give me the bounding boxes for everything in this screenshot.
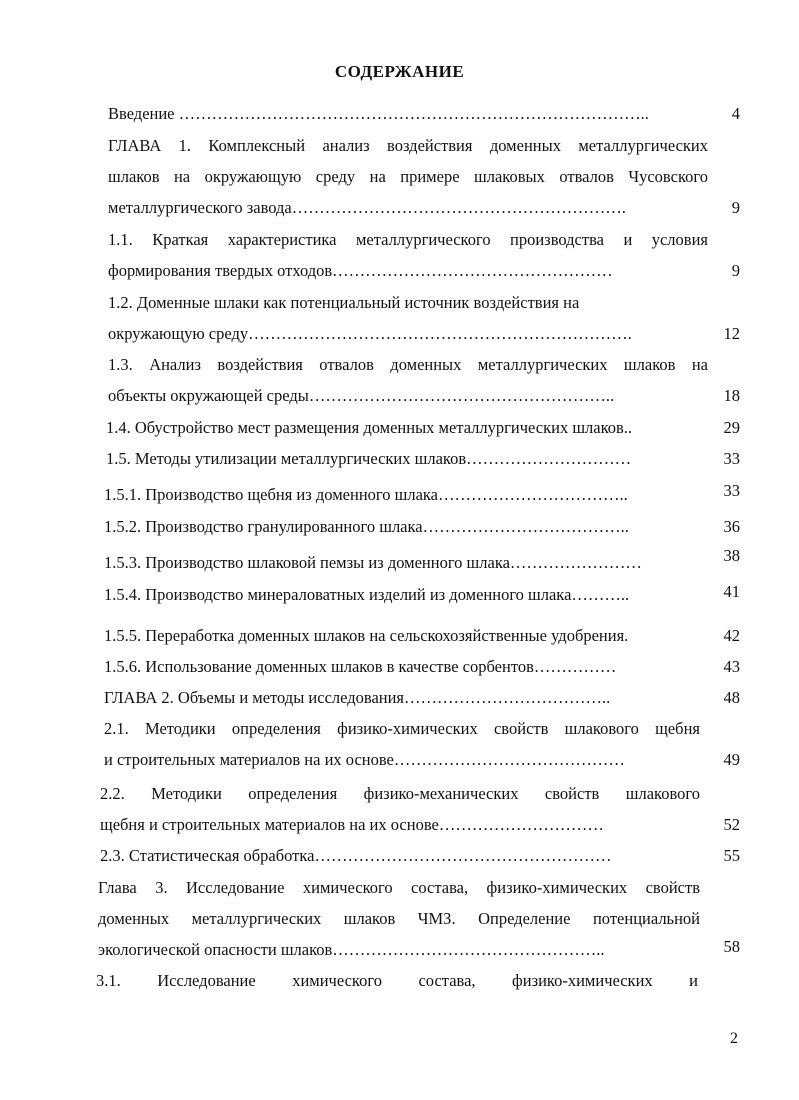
toc-line: металлургического завода…………………………………………………….: [108, 198, 626, 217]
toc-line: объекты окружающей среды………………………………………………..: [108, 386, 615, 405]
toc-page: 18: [723, 386, 740, 405]
toc-page: 36: [723, 517, 740, 536]
page-number: 2: [730, 1030, 738, 1047]
page-title: СОДЕРЖАНИЕ: [334, 62, 465, 81]
toc-page: 43: [723, 657, 740, 676]
toc-line: 1.5.4. Производство минераловатных изделий из доменного шлака………..: [104, 585, 630, 604]
toc-line: 1.5.3. Производство шлаковой пемзы из доменного шлака……………………: [104, 553, 642, 572]
toc-line: шлаков на окружающую среду на примере шлаковых отвалов Чусовского: [108, 167, 708, 186]
toc-line: 1.5.5. Переработка доменных шлаков на сельскохозяйственные удобрения.: [104, 626, 629, 645]
toc-page: 9: [731, 261, 740, 280]
toc-line: 1.1. Краткая характеристика металлургического производства и условия: [108, 230, 708, 249]
toc-page: 29: [723, 418, 740, 437]
toc-line: 3.1. Исследование химического состава, физико-химических и: [96, 971, 698, 990]
toc-line: 1.5.2. Производство гранулированного шлака………………………………..: [104, 517, 629, 536]
toc-line: ГЛАВА 2. Объемы и методы исследования………………………………..: [104, 688, 611, 707]
toc-line: и строительных материалов на их основе……………………………………: [104, 750, 625, 769]
toc-line: 1.3. Анализ воздействия отвалов доменных металлургических шлаков на: [108, 355, 708, 374]
toc-line: ГЛАВА 1. Комплексный анализ воздействия доменных металлургических: [108, 136, 708, 155]
toc-page: 49: [723, 750, 740, 769]
toc-page: 12: [723, 324, 740, 343]
toc-line: Глава 3. Исследование химического состава, физико-химических свойств: [98, 878, 700, 897]
toc-line: экологической опасности шлаков…………………………………………..: [98, 940, 605, 959]
toc-line: 2.3. Статистическая обработка………………………………………………: [100, 846, 612, 865]
toc-page: 55: [723, 846, 740, 865]
toc-line: 1.5.6. Использование доменных шлаков в качестве сорбентов……………: [104, 657, 617, 676]
toc-page: 58: [723, 937, 740, 956]
toc-page: 33: [723, 449, 740, 468]
toc-page: 33: [723, 481, 740, 500]
toc-page: 48: [723, 688, 740, 707]
toc-line: 1.5. Методы утилизации металлургических шлаков…………………………: [106, 449, 632, 468]
toc-page: 52: [723, 815, 740, 834]
toc-page: 9: [731, 198, 740, 217]
toc-page: 41: [723, 582, 740, 601]
toc-line: 1.5.1. Производство щебня из доменного шлака……………………………..: [104, 485, 628, 504]
toc-line: 1.2. Доменные шлаки как потенциальный источник воздействия на: [108, 293, 580, 312]
toc-page: 4: [731, 104, 740, 123]
toc-line: 1.4. Обустройство мест размещения доменных металлургических шлаков..: [106, 418, 633, 437]
toc-line: формирования твердых отходов……………………………………………: [108, 261, 613, 280]
toc-line: щебня и строительных материалов на их основе…………………………: [100, 815, 604, 834]
toc-line: доменных металлургических шлаков ЧМЗ. Определение потенциальной: [98, 909, 700, 928]
toc-line: 2.2. Методики определения физико-механических свойств шлакового: [100, 784, 700, 803]
toc-line: 2.1. Методики определения физико-химических свойств шлакового щебня: [104, 719, 700, 738]
toc-line: окружающую среду…………………………………………………………….: [108, 324, 632, 343]
toc-page: 42: [723, 626, 740, 645]
toc-line: Введение …………………………………………………………………………..: [108, 104, 649, 123]
toc-page: 38: [723, 546, 740, 565]
